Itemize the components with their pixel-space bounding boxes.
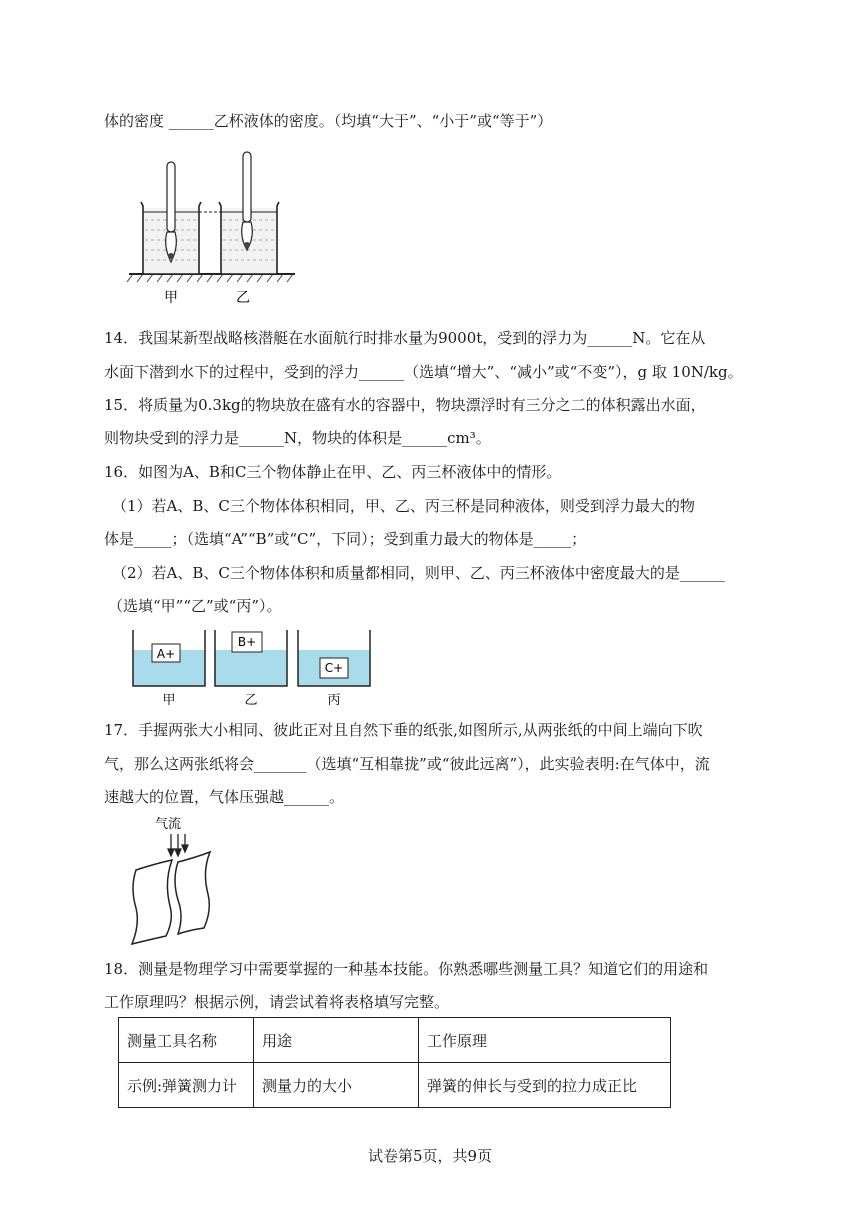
q15-line1: 15．将质量为0.3kg的物块放在盛有水的容器中，物块漂浮时有三分之二的体积露出水面， [104, 396, 706, 414]
object-c-label: C+ [324, 661, 344, 675]
cup1-label: 甲 [162, 693, 176, 708]
header-usage: 用途 [254, 1018, 419, 1063]
cup-label-jia: 甲 [164, 290, 178, 306]
q17-line3: 速越大的位置，气体压强越______。 [104, 788, 345, 806]
q18-line2: 工作原理吗？根据示例，请尝试着将表格填写完整。 [104, 993, 450, 1011]
header-principle: 工作原理 [419, 1018, 671, 1063]
q16-sub1-line2: 体是_____；（选填“A”“B”或“C”，下同）；受到重力最大的物体是_____； [104, 530, 587, 548]
cell-principle: 弹簧的伸长与受到的拉力成正比 [419, 1063, 671, 1108]
q16-sub2-line2: （选填“甲”“乙”或“丙”）。 [108, 597, 282, 615]
object-b-label: B+ [237, 635, 257, 649]
paper-airflow-figure [128, 812, 220, 946]
object-a-label: A+ [156, 647, 176, 661]
q16-sub1-line1: （1）若A、B、C三个物体体积相同，甲、乙、丙三杯是同种液体，则受到浮力最大的物 [112, 497, 695, 515]
cup-label-yi: 乙 [236, 290, 250, 306]
q13-continuation: 体的密度 ______乙杯液体的密度。（均填“大于”、“小于”或“等于”） [104, 112, 553, 130]
q16-sub2-line1: （2）若A、B、C三个物体体积和质量都相同，则甲、乙、丙三杯液体中密度最大的是______ [112, 564, 725, 582]
q17-line1: 17．手握两张大小相同、彼此正对且自然下垂的纸张,如图所示,从两张纸的中间上端向下吹 [104, 721, 703, 739]
table-header-row [119, 1018, 671, 1063]
measurement-tool-table [118, 1017, 671, 1108]
cup2-label: 乙 [244, 693, 258, 708]
q16-line: 16．如图为A、B和C三个物体静止在甲、乙、丙三杯液体中的情形。 [104, 463, 562, 481]
cell-tool-name: 示例:弹簧测力计 [119, 1063, 254, 1108]
cell-usage: 测量力的大小 [254, 1063, 419, 1108]
table-row [119, 1063, 671, 1108]
q15-line2: 则物块受到的浮力是______N，物块的体积是______cm³。 [104, 429, 491, 447]
cup3-label: 丙 [327, 693, 341, 708]
header-tool-name: 测量工具名称 [119, 1018, 254, 1063]
q14-line2: 水面下潜到水下的过程中，受到的浮力______（选填“增大”、“减小”或“不变”），g 取 10N/kg。 [104, 363, 743, 381]
q17-line2: 气，那么这两张纸将会_______（选填“互相靠拢”或“彼此远离”），此实验表明:在气体中，流 [104, 755, 710, 773]
three-cups-figure [128, 628, 376, 708]
page-footer: 试卷第5页，共9页 [367, 1147, 493, 1165]
cup-water-yi [215, 650, 287, 686]
densimeter-figure [125, 150, 300, 308]
airflow-label: 气流 [154, 817, 182, 832]
q18-line1: 18．测量是物理学习中需要掌握的一种基本技能。你熟悉哪些测量工具？知道它们的用途和 [104, 960, 709, 978]
q14-line1: 14．我国某新型战略核潜艇在水面航行时排水量为9000t，受到的浮力为______N。它在从 [104, 329, 706, 347]
